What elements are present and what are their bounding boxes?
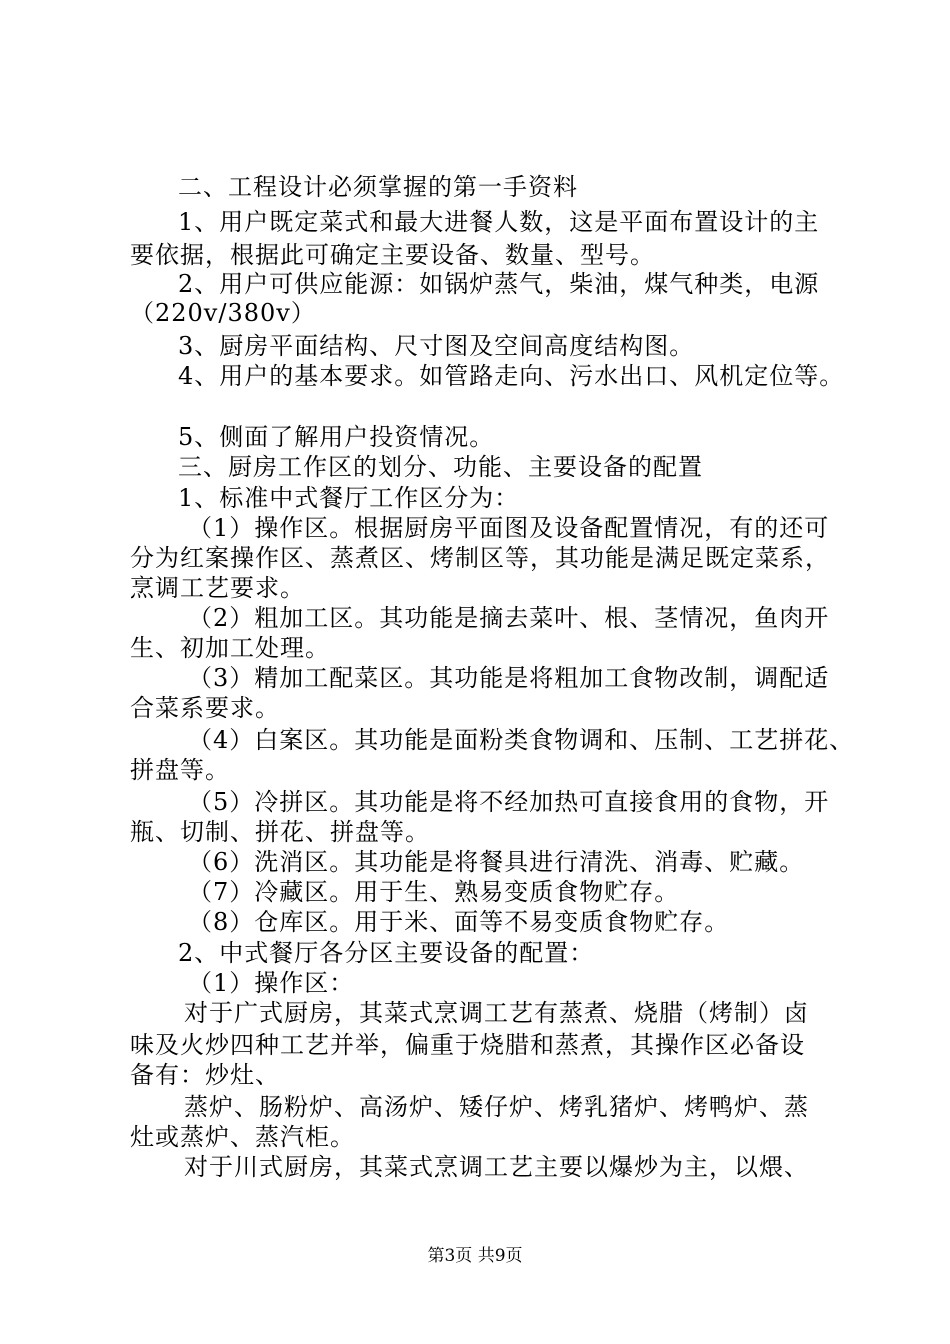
text-line: 2、用户可供应能源：如锅炉蒸气，柴油，煤气种类，电源 (178, 270, 820, 298)
text-line: （6）洗消区。其功能是将餐具进行清洗、消毒、贮藏。 (188, 848, 805, 876)
section-heading-2: 二、工程设计必须掌握的第一手资料 (178, 173, 578, 201)
text-line: 分为红案操作区、蒸煮区、烤制区等，其功能是满足既定菜系， (130, 544, 830, 572)
text-line: 1、用户既定菜式和最大进餐人数，这是平面布置设计的主 (178, 208, 820, 236)
text-line: 蒸炉、肠粉炉、高汤炉、矮仔炉、烤乳猪炉、烤鸭炉、蒸 (184, 1093, 809, 1121)
text-line: 拼盘等。 (130, 756, 230, 784)
text-line: 2、中式餐厅各分区主要设备的配置： (178, 939, 595, 967)
text-line: 要依据，根据此可确定主要设备、数量、型号。 (130, 241, 655, 269)
page-footer: 第3页 共9页 (427, 1246, 523, 1266)
text-line: 烹调工艺要求。 (130, 574, 305, 602)
text-line: 对于广式厨房，其菜式烹调工艺有蒸煮、烧腊（烤制）卤 (184, 999, 809, 1027)
text-line: （1）操作区。根据厨房平面图及设备配置情况，有的还可 (188, 514, 830, 542)
text-line: 备有：炒灶、 (130, 1061, 280, 1089)
text-line: 1、标准中式餐厅工作区分为： (178, 484, 520, 512)
text-line: 生、初加工处理。 (130, 634, 330, 662)
text-line: 3、厨房平面结构、尺寸图及空间高度结构图。 (178, 332, 695, 360)
text-line: （220v/380v） (130, 299, 316, 327)
text-line: （5）冷拼区。其功能是将不经加热可直接食用的食物，开 (188, 788, 830, 816)
text-line: 对于川式厨房，其菜式烹调工艺主要以爆炒为主，以煨、 (184, 1153, 809, 1181)
text-line: （2）粗加工区。其功能是摘去菜叶、根、茎情况，鱼肉开 (188, 604, 830, 632)
text-line: 瓶、切制、拼花、拼盘等。 (130, 818, 430, 846)
text-line: 味及火炒四种工艺并举，偏重于烧腊和蒸煮，其操作区必备设 (130, 1031, 805, 1059)
text-line: （7）冷藏区。用于生、熟易变质食物贮存。 (188, 878, 680, 906)
text-line: 5、侧面了解用户投资情况。 (178, 423, 495, 451)
text-line: 合菜系要求。 (130, 694, 280, 722)
text-line: （1）操作区： (188, 969, 355, 997)
text-line: （4）白案区。其功能是面粉类食物调和、压制、工艺拼花、 (188, 726, 855, 754)
text-line: （8）仓库区。用于米、面等不易变质食物贮存。 (188, 908, 730, 936)
text-line: （3）精加工配菜区。其功能是将粗加工食物改制，调配适 (188, 664, 830, 692)
text-line: 灶或蒸炉、蒸汽柜。 (130, 1123, 355, 1151)
section-heading-3: 三、厨房工作区的划分、功能、主要设备的配置 (178, 453, 703, 481)
text-line: 4、用户的基本要求。如管路走向、污水出口、风机定位等。 (178, 362, 845, 390)
